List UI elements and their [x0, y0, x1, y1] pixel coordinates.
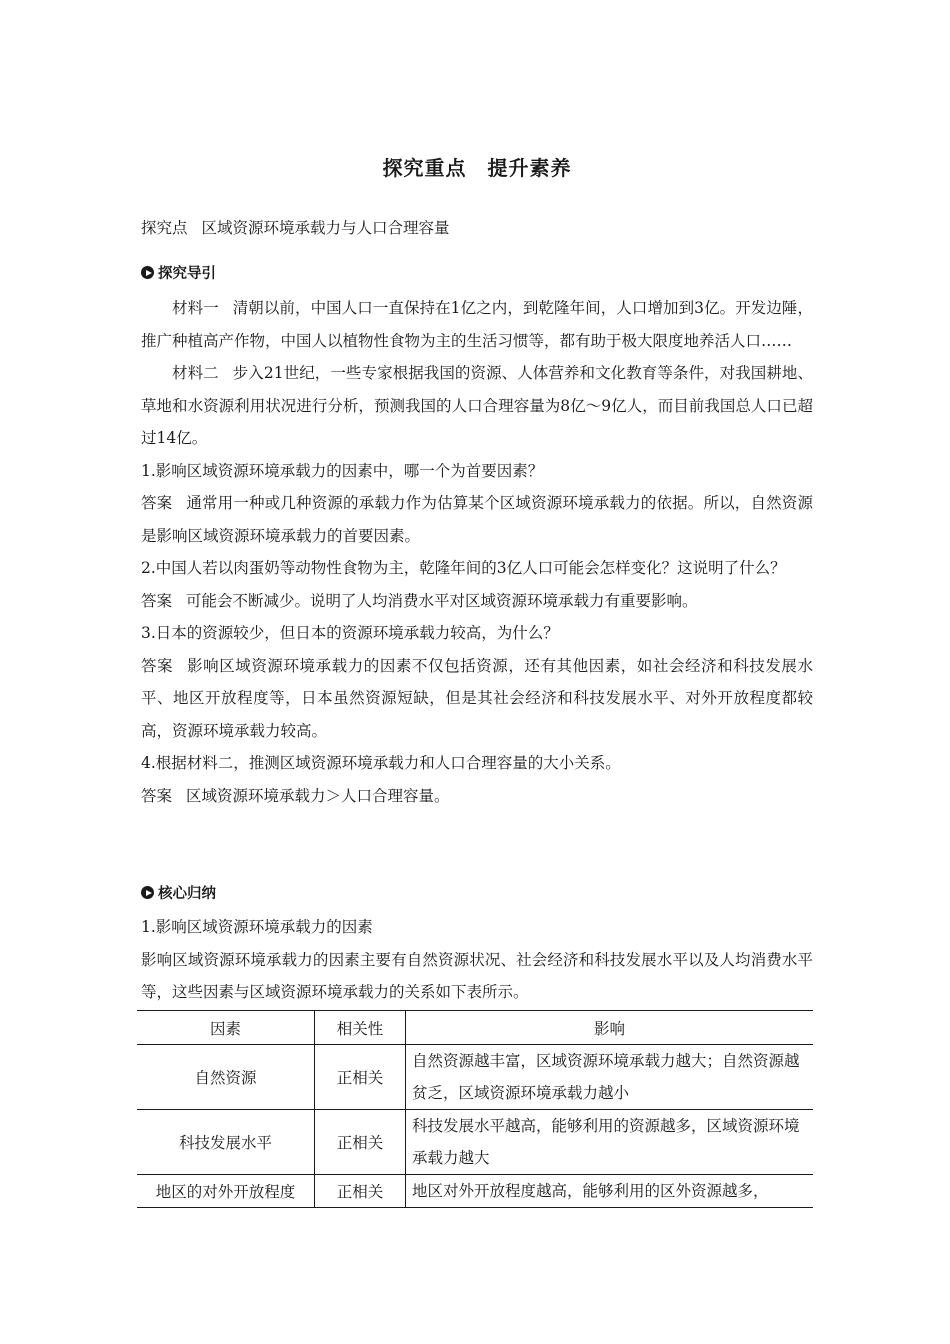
factors-table: [137, 1010, 813, 1208]
table-row: [137, 1110, 813, 1175]
topic-label: 探究点: [141, 219, 188, 237]
answer-text: 影响区域资源环境承载力的因素不仅包括资源，还有其他因素，如社会经济和科技发展水平、地区开放程度等，日本虽然资源短缺，但是其社会经济和科技发展水平、对外开放程度都较高，资源环境承载力较高。: [141, 656, 813, 740]
core-heading: [141, 882, 216, 903]
core-intro: 影响区域资源环境承载力的因素主要有自然资源状况、社会经济和科技发展水平以及人均消费水平等，这些因素与区域资源环境承载力的关系如下表所示。: [141, 950, 813, 1001]
topic-line: [141, 216, 450, 238]
question: 4.根据材料二，推测区域资源环境承载力和人口合理容量的大小关系。: [141, 754, 621, 772]
answer: [141, 650, 813, 748]
cell-effect: 自然资源越丰富，区域资源环境承载力越大；自然资源越贫乏，区域资源环境承载力越小: [406, 1045, 814, 1110]
material-paragraph: [141, 357, 813, 455]
header-effect: 影响: [406, 1011, 814, 1045]
answer: [141, 487, 813, 552]
cell-effect: 科技发展水平越高，能够利用的资源越多，区域资源环境承载力越大: [406, 1110, 814, 1175]
page-title: 探究重点 提升素养: [382, 156, 572, 180]
question: 3.日本的资源较少，但日本的资源环境承载力较高，为什么？: [141, 624, 559, 642]
table-row: [137, 1175, 813, 1208]
question: 1.影响区域资源环境承载力的因素中，哪一个为首要因素？: [141, 461, 544, 480]
cell-correlation: 正相关: [315, 1045, 406, 1110]
question: 2.中国人若以肉蛋奶等动物性食物为主，乾隆年间的3亿人口可能会怎样变化？这说明了什么？: [141, 559, 786, 577]
cell-factor: 科技发展水平: [137, 1110, 315, 1175]
material-text: 步入21世纪，一些专家根据我国的资源、人体营养和文化教育等条件，对我国耕地、草地和水资源利用状况进行分析，预测我国的人口合理容量为8亿～9亿人，而目前我国总人口已超过14亿。: [141, 364, 813, 447]
table-header-row: [137, 1011, 813, 1045]
answer-label: 答案: [141, 494, 173, 512]
material-label: 材料一: [172, 299, 219, 317]
guide-heading-text: 探究导引: [158, 266, 216, 282]
material-text: 清朝以前，中国人口一直保持在1亿之内，到乾隆年间，人口增加到3亿。开发边陲，推广种植高产作物，中国人以植物性食物为主的生活习惯等，都有助于极大限度地养活人口……: [141, 299, 813, 350]
answer-label: 答案: [141, 786, 173, 805]
cell-correlation: 正相关: [315, 1110, 406, 1175]
answer: [141, 780, 813, 813]
answer-text: 通常用一种或几种资源的承载力作为估算某个区域资源环境承载力的依据。所以，自然资源是影响区域资源环境承载力的首要因素。: [141, 494, 813, 545]
core-body: [141, 911, 813, 1009]
table-row: [137, 1045, 813, 1110]
answer-text: 可能会不断减少。说明了人均消费水平对区域资源环境承载力有重要影响。: [186, 591, 698, 610]
core-heading-text: 核心归纳: [158, 886, 216, 902]
topic-text: 区域资源环境承载力与人口合理容量: [201, 219, 450, 237]
cell-factor: 地区的对外开放程度: [137, 1175, 315, 1208]
guide-heading: [141, 262, 216, 283]
answer-text: 区域资源环境承载力＞人口合理容量。: [186, 786, 450, 805]
cell-correlation: 正相关: [315, 1175, 406, 1208]
cell-effect: 地区对外开放程度越高，能够利用的区外资源越多，: [406, 1175, 814, 1208]
material-paragraph: [141, 292, 813, 357]
core-subheading: 1.影响区域资源环境承载力的因素: [141, 918, 373, 936]
header-factor: 因素: [137, 1011, 315, 1045]
answer: [141, 585, 813, 618]
material-label: 材料二: [172, 364, 219, 382]
answer-label: 答案: [141, 591, 173, 610]
cell-factor: 自然资源: [137, 1045, 315, 1110]
header-correlation: 相关性: [315, 1011, 406, 1045]
answer-label: 答案: [141, 656, 174, 675]
play-circle-icon: [141, 886, 154, 899]
play-circle-icon: [141, 266, 154, 279]
guide-body: [141, 292, 813, 812]
